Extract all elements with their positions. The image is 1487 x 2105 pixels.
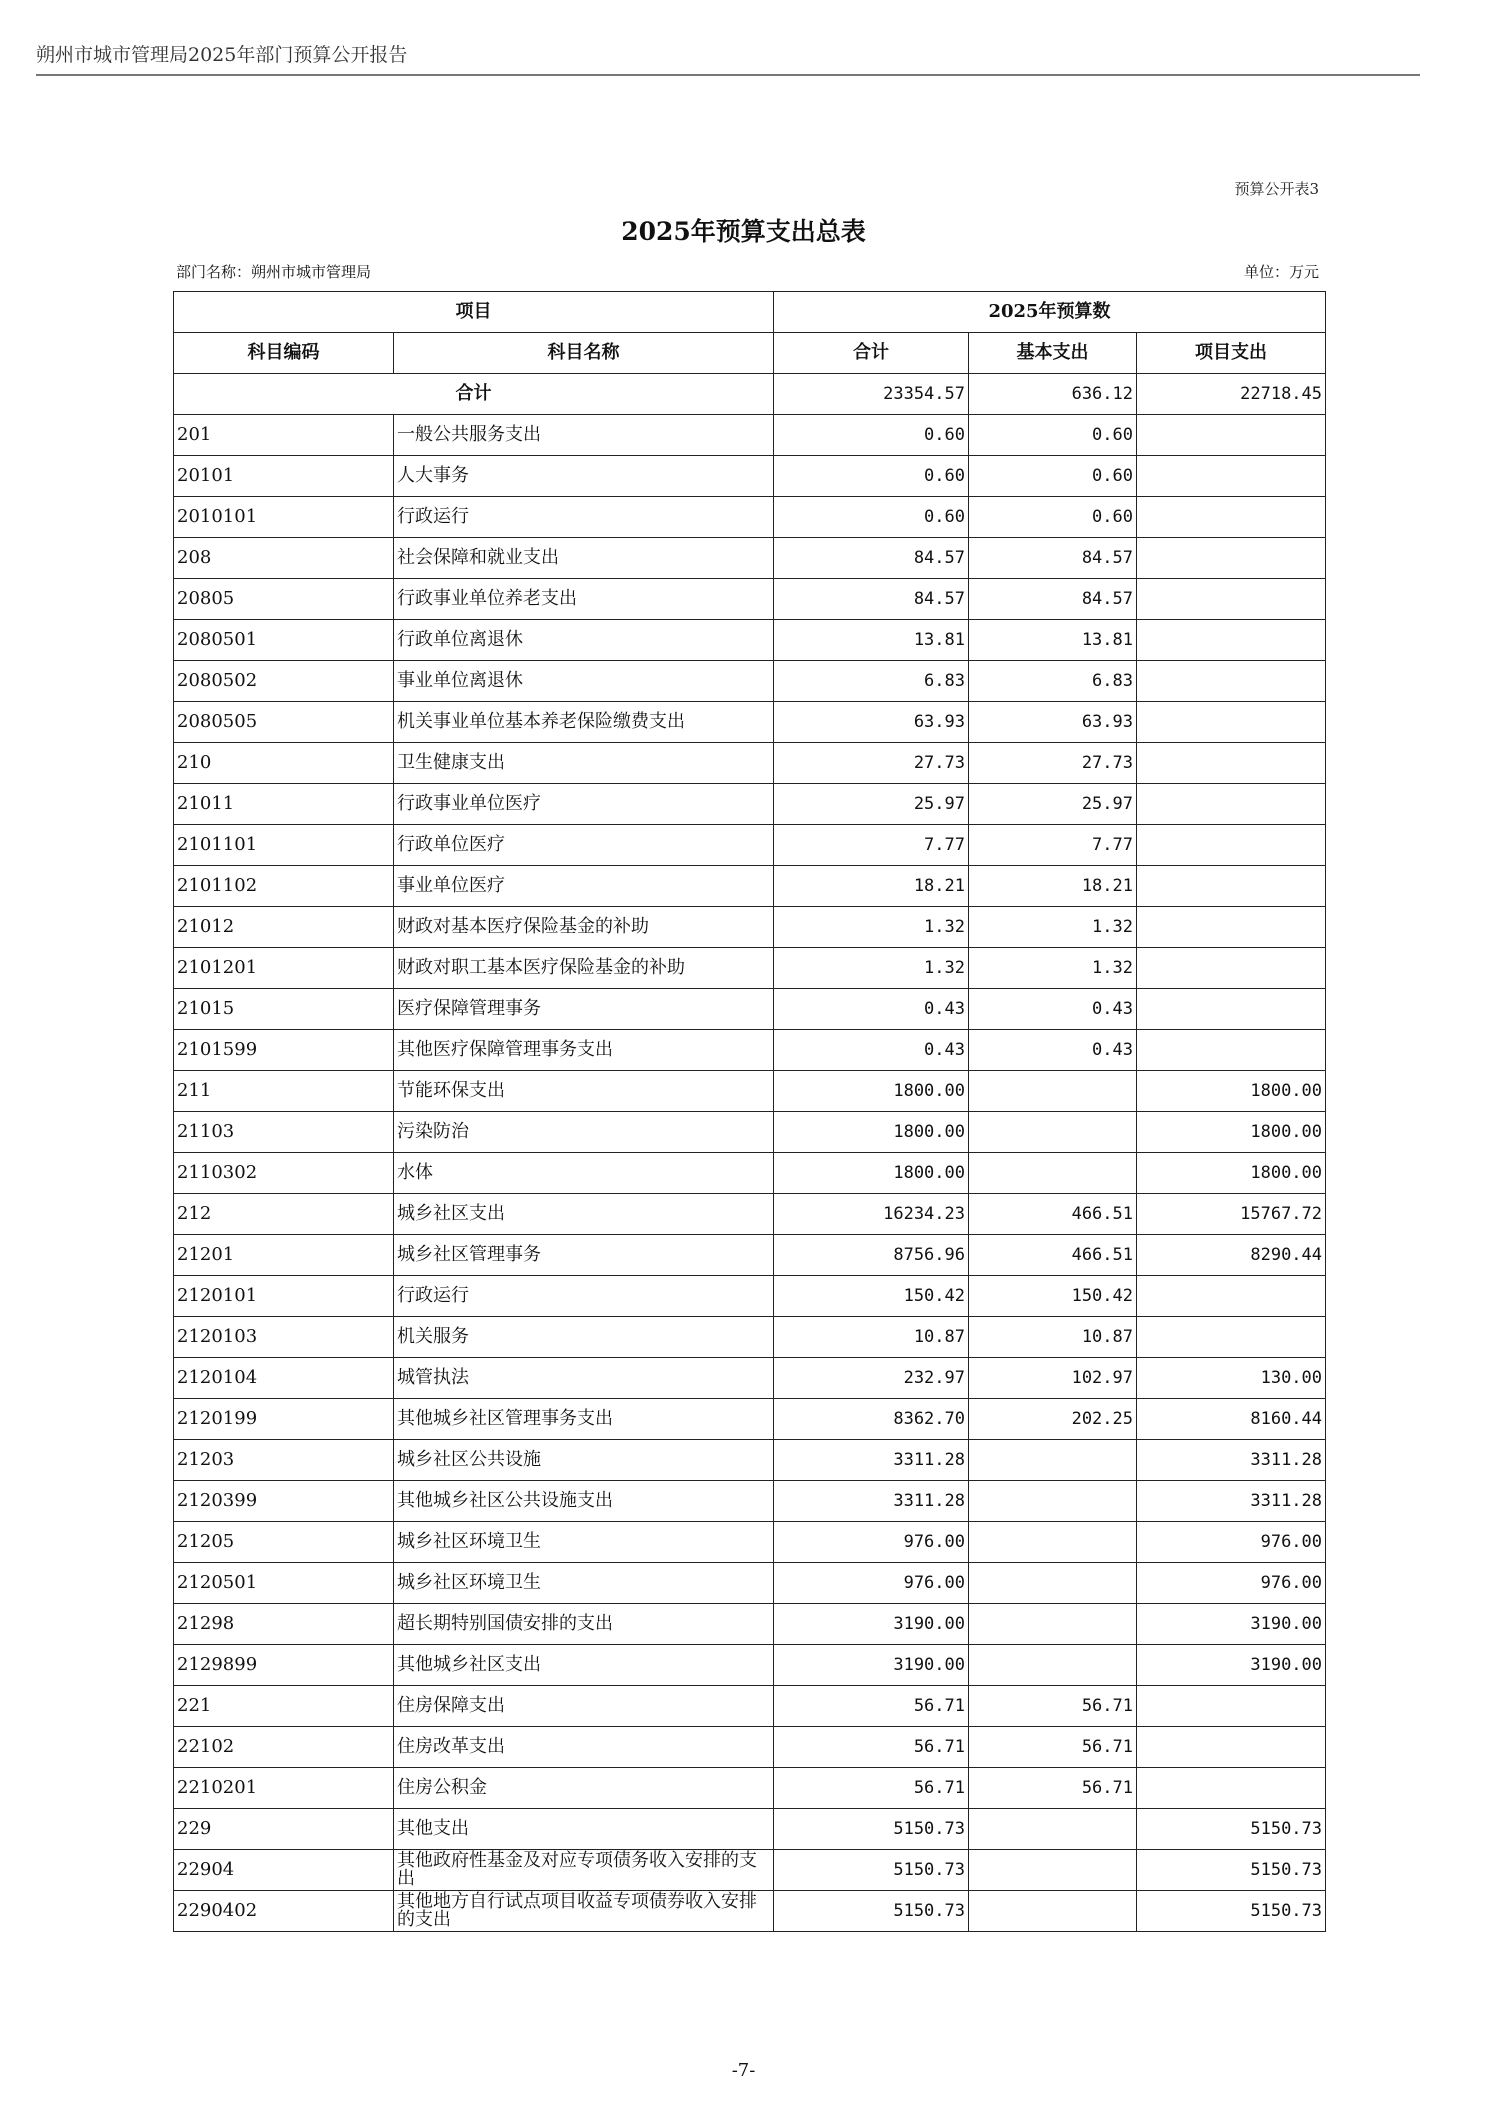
cell-total: 1.32: [774, 907, 969, 948]
cell-total: 5150.73: [774, 1850, 969, 1891]
table-row: [174, 1645, 1326, 1686]
cell-code: 208: [174, 538, 394, 579]
cell-project: 8290.44: [1137, 1235, 1326, 1276]
page-header: 朔州市城市管理局2025年部门预算公开报告: [36, 44, 408, 66]
cell-code: 2080502: [174, 661, 394, 702]
table-row: [174, 415, 1326, 456]
cell-code: 210: [174, 743, 394, 784]
cell-project: 3311.28: [1137, 1481, 1326, 1522]
table-number: 预算公开表3: [1234, 180, 1319, 198]
table-row: [174, 1194, 1326, 1235]
table-row: [174, 907, 1326, 948]
cell-name: 财政对职工基本医疗保险基金的补助: [394, 948, 774, 989]
cell-basic: 63.93: [969, 702, 1137, 743]
cell-total: 3311.28: [774, 1440, 969, 1481]
cell-project: 976.00: [1137, 1522, 1326, 1563]
total-sum: 23354.57: [774, 374, 969, 415]
table-row: [174, 1440, 1326, 1481]
cell-basic: [969, 1071, 1137, 1112]
cell-project: [1137, 866, 1326, 907]
cell-code: 21011: [174, 784, 394, 825]
table-row: [174, 743, 1326, 784]
cell-project: [1137, 620, 1326, 661]
cell-basic: 84.57: [969, 579, 1137, 620]
cell-total: 0.60: [774, 456, 969, 497]
cell-project: [1137, 661, 1326, 702]
cell-total: 13.81: [774, 620, 969, 661]
cell-name: 城乡社区支出: [394, 1194, 774, 1235]
total-project: 22718.45: [1137, 374, 1326, 415]
table-row: [174, 1727, 1326, 1768]
cell-project: [1137, 538, 1326, 579]
cell-total: 6.83: [774, 661, 969, 702]
cell-project: 3311.28: [1137, 1440, 1326, 1481]
unit-label: 单位：万元: [1243, 263, 1319, 281]
cell-name: 一般公共服务支出: [394, 415, 774, 456]
header-project: 项目支出: [1137, 333, 1326, 374]
cell-name: 机关事业单位基本养老保险缴费支出: [394, 702, 774, 743]
table-row: [174, 825, 1326, 866]
cell-name: 卫生健康支出: [394, 743, 774, 784]
cell-project: 5150.73: [1137, 1809, 1326, 1850]
cell-code: 21103: [174, 1112, 394, 1153]
cell-total: 27.73: [774, 743, 969, 784]
cell-name: 机关服务: [394, 1317, 774, 1358]
cell-basic: [969, 1891, 1137, 1932]
cell-total: 0.60: [774, 497, 969, 538]
cell-total: 56.71: [774, 1686, 969, 1727]
cell-code: 201: [174, 415, 394, 456]
cell-total: 84.57: [774, 579, 969, 620]
cell-name: 其他地方自行试点项目收益专项债券收入安排的支出: [394, 1891, 774, 1932]
cell-project: 1800.00: [1137, 1071, 1326, 1112]
cell-code: 21203: [174, 1440, 394, 1481]
table-row: [174, 538, 1326, 579]
header-total: 合计: [774, 333, 969, 374]
cell-total: 0.43: [774, 989, 969, 1030]
cell-name: 节能环保支出: [394, 1071, 774, 1112]
cell-name: 其他城乡社区支出: [394, 1645, 774, 1686]
cell-total: 3190.00: [774, 1604, 969, 1645]
table-row: [174, 1235, 1326, 1276]
cell-total: 1.32: [774, 948, 969, 989]
cell-name: 住房改革支出: [394, 1727, 774, 1768]
cell-name: 行政运行: [394, 497, 774, 538]
cell-name: 事业单位医疗: [394, 866, 774, 907]
cell-name: 人大事务: [394, 456, 774, 497]
cell-code: 212: [174, 1194, 394, 1235]
cell-basic: 1.32: [969, 948, 1137, 989]
cell-code: 21015: [174, 989, 394, 1030]
cell-name: 行政运行: [394, 1276, 774, 1317]
cell-name: 社会保障和就业支出: [394, 538, 774, 579]
cell-name: 城乡社区公共设施: [394, 1440, 774, 1481]
cell-basic: 6.83: [969, 661, 1137, 702]
table-row: [174, 497, 1326, 538]
cell-project: [1137, 784, 1326, 825]
cell-code: 20805: [174, 579, 394, 620]
table-row: [174, 784, 1326, 825]
cell-project: [1137, 948, 1326, 989]
cell-basic: [969, 1563, 1137, 1604]
cell-basic: 13.81: [969, 620, 1137, 661]
cell-project: [1137, 989, 1326, 1030]
cell-basic: 10.87: [969, 1317, 1137, 1358]
cell-project: [1137, 825, 1326, 866]
cell-basic: 18.21: [969, 866, 1137, 907]
cell-project: [1137, 1768, 1326, 1809]
cell-code: 2120104: [174, 1358, 394, 1399]
cell-project: [1137, 1727, 1326, 1768]
cell-code: 2210201: [174, 1768, 394, 1809]
cell-total: 1800.00: [774, 1071, 969, 1112]
header-row-1: [174, 292, 1326, 333]
cell-name: 行政事业单位养老支出: [394, 579, 774, 620]
cell-total: 8756.96: [774, 1235, 969, 1276]
table-row: [174, 1399, 1326, 1440]
cell-total: 976.00: [774, 1522, 969, 1563]
cell-total: 10.87: [774, 1317, 969, 1358]
total-basic: 636.12: [969, 374, 1137, 415]
budget-table: [173, 291, 1326, 1932]
cell-basic: 466.51: [969, 1194, 1137, 1235]
cell-project: 130.00: [1137, 1358, 1326, 1399]
cell-name: 财政对基本医疗保险基金的补助: [394, 907, 774, 948]
table-row: [174, 866, 1326, 907]
cell-name: 污染防治: [394, 1112, 774, 1153]
cell-project: 3190.00: [1137, 1645, 1326, 1686]
page-title: 2025年预算支出总表: [621, 217, 866, 246]
cell-name: 其他支出: [394, 1809, 774, 1850]
header-code: 科目编码: [174, 333, 394, 374]
cell-project: 5150.73: [1137, 1891, 1326, 1932]
cell-project: [1137, 497, 1326, 538]
table-row: [174, 948, 1326, 989]
cell-code: 2101201: [174, 948, 394, 989]
cell-code: 2120399: [174, 1481, 394, 1522]
cell-project: 1800.00: [1137, 1153, 1326, 1194]
cell-basic: [969, 1522, 1137, 1563]
cell-basic: 0.60: [969, 415, 1137, 456]
cell-code: 221: [174, 1686, 394, 1727]
cell-code: 2120103: [174, 1317, 394, 1358]
cell-total: 56.71: [774, 1727, 969, 1768]
cell-project: [1137, 1317, 1326, 1358]
cell-total: 3311.28: [774, 1481, 969, 1522]
cell-basic: 0.60: [969, 456, 1137, 497]
cell-basic: 84.57: [969, 538, 1137, 579]
cell-code: 2080505: [174, 702, 394, 743]
header-item: 项目: [174, 292, 774, 333]
cell-total: 56.71: [774, 1768, 969, 1809]
cell-basic: 1.32: [969, 907, 1137, 948]
table-row: [174, 1522, 1326, 1563]
table-row: [174, 661, 1326, 702]
cell-code: 21205: [174, 1522, 394, 1563]
cell-code: 22102: [174, 1727, 394, 1768]
cell-total: 63.93: [774, 702, 969, 743]
header-basic: 基本支出: [969, 333, 1137, 374]
cell-project: [1137, 1030, 1326, 1071]
header-row-2: [174, 333, 1326, 374]
cell-code: 2101599: [174, 1030, 394, 1071]
cell-basic: [969, 1481, 1137, 1522]
cell-name: 住房公积金: [394, 1768, 774, 1809]
cell-code: 2101102: [174, 866, 394, 907]
cell-code: 2010101: [174, 497, 394, 538]
cell-name: 行政单位医疗: [394, 825, 774, 866]
table-row: [174, 1686, 1326, 1727]
cell-total: 8362.70: [774, 1399, 969, 1440]
cell-basic: [969, 1112, 1137, 1153]
page-number: -7-: [731, 2060, 756, 2081]
table-row: [174, 1153, 1326, 1194]
cell-name: 城乡社区管理事务: [394, 1235, 774, 1276]
cell-project: [1137, 579, 1326, 620]
cell-code: 2120501: [174, 1563, 394, 1604]
cell-basic: 102.97: [969, 1358, 1137, 1399]
cell-project: [1137, 456, 1326, 497]
cell-code: 2290402: [174, 1891, 394, 1932]
header-name: 科目名称: [394, 333, 774, 374]
cell-name: 其他医疗保障管理事务支出: [394, 1030, 774, 1071]
table-row: [174, 989, 1326, 1030]
cell-basic: 7.77: [969, 825, 1137, 866]
cell-code: 2129899: [174, 1645, 394, 1686]
cell-total: 5150.73: [774, 1809, 969, 1850]
cell-project: 5150.73: [1137, 1850, 1326, 1891]
header-budget-group: 2025年预算数: [774, 292, 1326, 333]
cell-project: 1800.00: [1137, 1112, 1326, 1153]
cell-basic: 202.25: [969, 1399, 1137, 1440]
cell-code: 2120101: [174, 1276, 394, 1317]
cell-total: 0.60: [774, 415, 969, 456]
cell-code: 229: [174, 1809, 394, 1850]
table-row: [174, 1768, 1326, 1809]
table-row: [174, 702, 1326, 743]
table-row: [174, 1481, 1326, 1522]
cell-basic: [969, 1604, 1137, 1645]
table-row: [174, 1850, 1326, 1891]
cell-total: 150.42: [774, 1276, 969, 1317]
table-row: [174, 1071, 1326, 1112]
cell-basic: [969, 1440, 1137, 1481]
cell-basic: 150.42: [969, 1276, 1137, 1317]
cell-name: 行政单位离退休: [394, 620, 774, 661]
cell-name: 其他城乡社区公共设施支出: [394, 1481, 774, 1522]
table-row: [174, 1563, 1326, 1604]
cell-total: 232.97: [774, 1358, 969, 1399]
cell-name: 其他政府性基金及对应专项债务收入安排的支出: [394, 1850, 774, 1891]
table-row: [174, 1276, 1326, 1317]
cell-code: 21298: [174, 1604, 394, 1645]
cell-project: 976.00: [1137, 1563, 1326, 1604]
cell-code: 2101101: [174, 825, 394, 866]
cell-basic: 466.51: [969, 1235, 1137, 1276]
cell-basic: [969, 1153, 1137, 1194]
cell-total: 1800.00: [774, 1153, 969, 1194]
table-row: [174, 1317, 1326, 1358]
cell-name: 住房保障支出: [394, 1686, 774, 1727]
cell-basic: [969, 1850, 1137, 1891]
cell-name: 医疗保障管理事务: [394, 989, 774, 1030]
table-row: [174, 620, 1326, 661]
cell-code: 211: [174, 1071, 394, 1112]
cell-total: 18.21: [774, 866, 969, 907]
department-label: 部门名称：朔州市城市管理局: [176, 263, 372, 281]
cell-basic: [969, 1809, 1137, 1850]
cell-basic: 56.71: [969, 1686, 1137, 1727]
table-row: [174, 456, 1326, 497]
cell-basic: 0.60: [969, 497, 1137, 538]
cell-name: 其他城乡社区管理事务支出: [394, 1399, 774, 1440]
cell-total: 25.97: [774, 784, 969, 825]
cell-name: 行政事业单位医疗: [394, 784, 774, 825]
cell-basic: 56.71: [969, 1727, 1137, 1768]
header-divider: [36, 74, 1420, 76]
table-row: [174, 1358, 1326, 1399]
table-row: [174, 1809, 1326, 1850]
cell-code: 22904: [174, 1850, 394, 1891]
cell-total: 3190.00: [774, 1645, 969, 1686]
cell-project: [1137, 415, 1326, 456]
cell-total: 1800.00: [774, 1112, 969, 1153]
cell-project: 15767.72: [1137, 1194, 1326, 1235]
cell-total: 84.57: [774, 538, 969, 579]
cell-name: 城乡社区环境卫生: [394, 1522, 774, 1563]
cell-code: 2080501: [174, 620, 394, 661]
cell-name: 事业单位离退休: [394, 661, 774, 702]
cell-code: 2120199: [174, 1399, 394, 1440]
cell-total: 5150.73: [774, 1891, 969, 1932]
cell-project: [1137, 1276, 1326, 1317]
cell-name: 城管执法: [394, 1358, 774, 1399]
cell-code: 2110302: [174, 1153, 394, 1194]
cell-name: 城乡社区环境卫生: [394, 1563, 774, 1604]
cell-basic: 0.43: [969, 989, 1137, 1030]
cell-code: 20101: [174, 456, 394, 497]
cell-basic: 25.97: [969, 784, 1137, 825]
cell-basic: 0.43: [969, 1030, 1137, 1071]
cell-project: [1137, 1686, 1326, 1727]
cell-project: [1137, 907, 1326, 948]
table-row: [174, 1030, 1326, 1071]
cell-basic: 27.73: [969, 743, 1137, 784]
cell-project: 3190.00: [1137, 1604, 1326, 1645]
cell-code: 21201: [174, 1235, 394, 1276]
cell-total: 16234.23: [774, 1194, 969, 1235]
cell-project: 8160.44: [1137, 1399, 1326, 1440]
table-row: [174, 579, 1326, 620]
cell-total: 0.43: [774, 1030, 969, 1071]
cell-total: 7.77: [774, 825, 969, 866]
total-label: 合计: [174, 374, 774, 415]
cell-name: 超长期特别国债安排的支出: [394, 1604, 774, 1645]
cell-basic: 56.71: [969, 1768, 1137, 1809]
cell-project: [1137, 702, 1326, 743]
cell-name: 水体: [394, 1153, 774, 1194]
table-row: [174, 1604, 1326, 1645]
table-row: [174, 1112, 1326, 1153]
total-row: [174, 374, 1326, 415]
table-row: [174, 1891, 1326, 1932]
cell-project: [1137, 743, 1326, 784]
cell-basic: [969, 1645, 1137, 1686]
cell-code: 21012: [174, 907, 394, 948]
cell-total: 976.00: [774, 1563, 969, 1604]
